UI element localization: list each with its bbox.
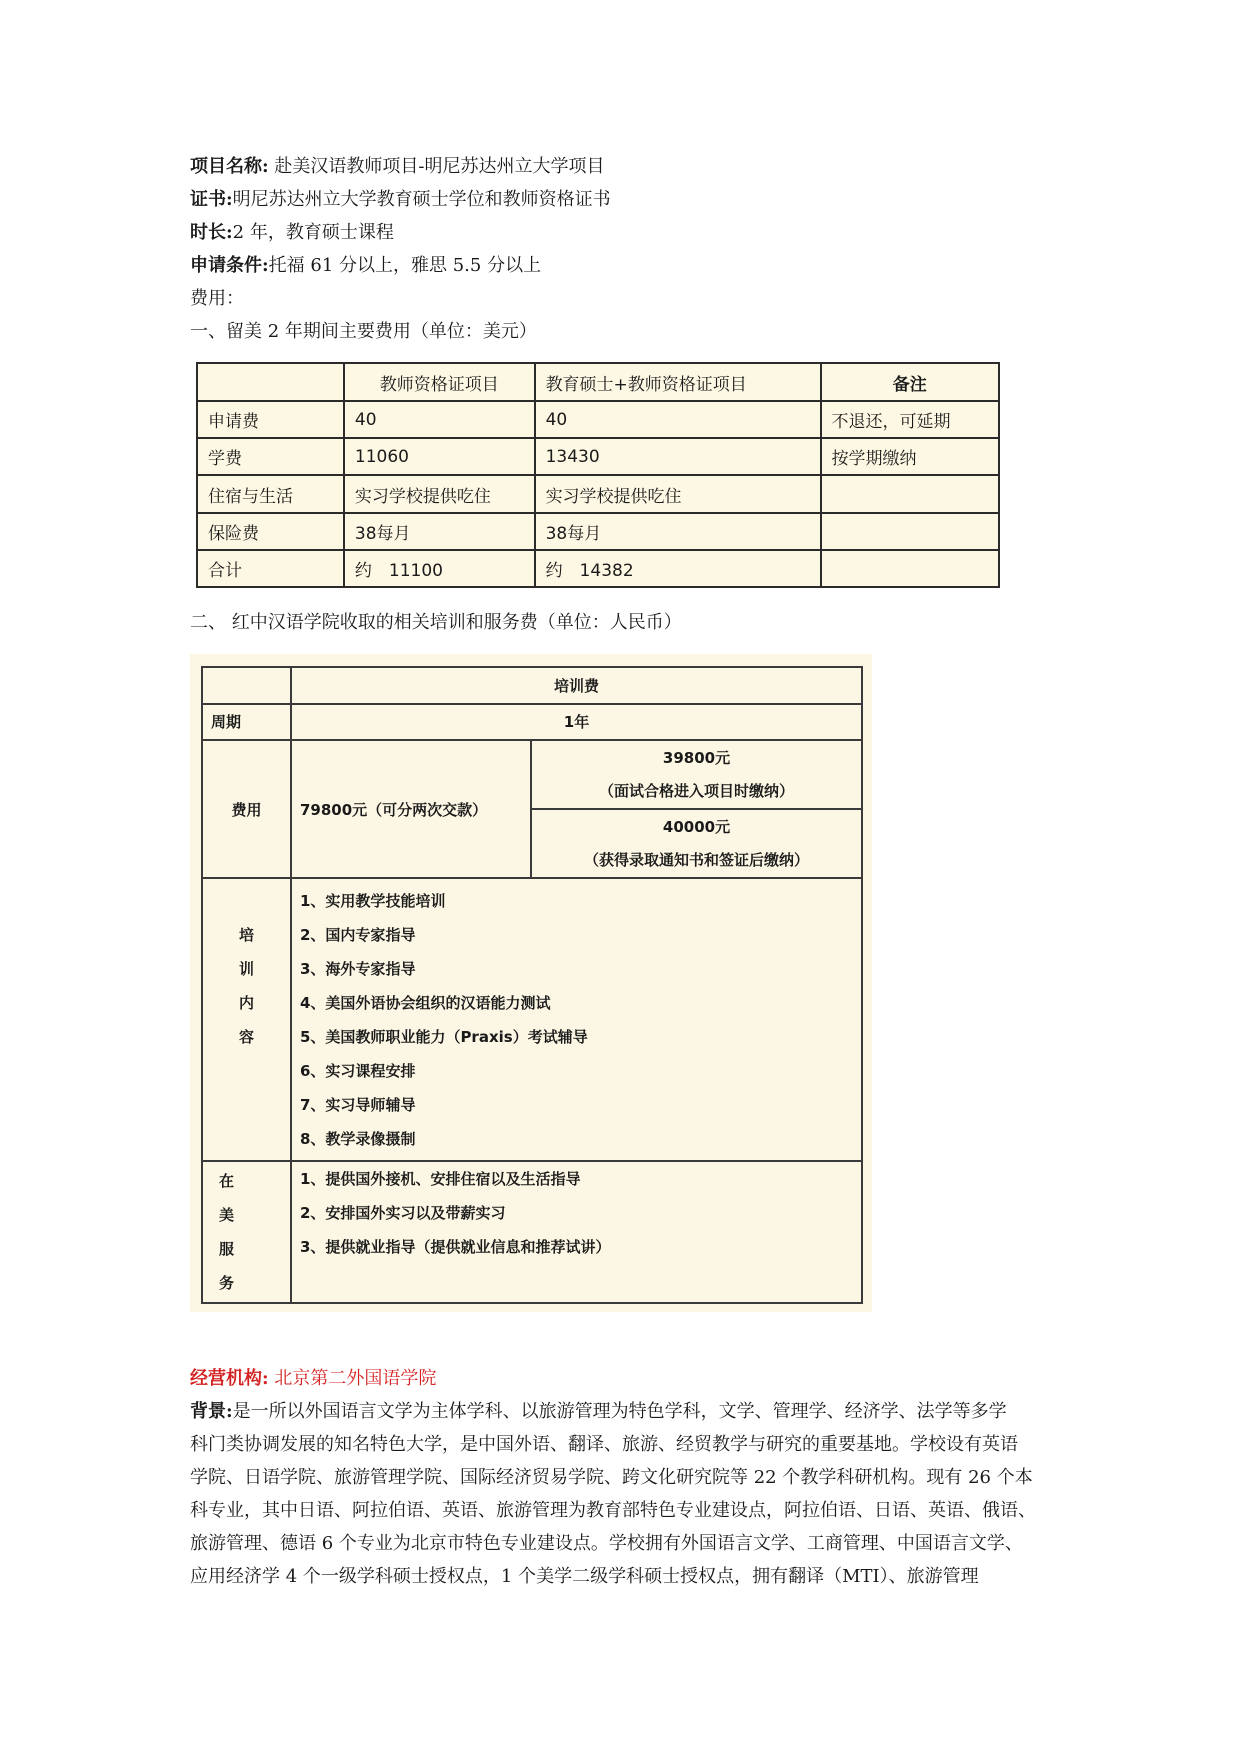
table-cell bbox=[202, 667, 291, 704]
table-header-row bbox=[197, 363, 999, 401]
background-line: 是一所以外国语言文学为主体学科、以旅游管理为特色学科，文学、管理学、经济学、法学等多学 bbox=[232, 1401, 1007, 1422]
fee-part1 bbox=[531, 740, 862, 809]
table-row bbox=[197, 513, 999, 550]
list-item: 7、实习导师辅导 bbox=[300, 1095, 416, 1114]
list-item: 4、美国外语协会组织的汉语能力测试 bbox=[300, 993, 551, 1012]
table-cell: 学费 bbox=[197, 438, 344, 475]
table-cell bbox=[821, 550, 1000, 587]
header-cell: 教育硕士+教师资格证项目 bbox=[535, 363, 821, 401]
table-cell: 11060 bbox=[344, 438, 535, 475]
service-row bbox=[202, 1161, 862, 1303]
table-cell: 按学期缴纳 bbox=[821, 438, 1000, 475]
list-item: 3、海外专家指导 bbox=[300, 959, 416, 978]
requirement-line bbox=[190, 249, 1070, 282]
certificate-value: 明尼苏达州立大学教育硕士学位和教师资格证书 bbox=[232, 189, 611, 210]
background-label: 背景: bbox=[190, 1401, 233, 1422]
list-item: 6、实习课程安排 bbox=[300, 1061, 416, 1080]
background-line: 科门类协调发展的知名特色大学，是中国外语、翻译、旅游、经贸教学与研究的重要基地。学校设有英语 bbox=[190, 1434, 1018, 1455]
table-cell: 38每月 bbox=[344, 513, 535, 550]
project-info bbox=[190, 150, 1070, 348]
usd-fee-table bbox=[196, 362, 1000, 588]
training-row bbox=[202, 878, 862, 1160]
fee-label: 费用 bbox=[202, 740, 291, 878]
service-label-char: 在 bbox=[219, 1171, 235, 1190]
fee-row bbox=[202, 740, 862, 809]
period-row bbox=[202, 704, 862, 741]
training-label-char: 容 bbox=[238, 1027, 254, 1046]
list-item: 5、美国教师职业能力（Praxis）考试辅导 bbox=[300, 1027, 588, 1046]
operator-label: 经营机构: bbox=[190, 1368, 269, 1389]
training-label-char: 训 bbox=[238, 959, 254, 978]
table-cell: 申请费 bbox=[197, 401, 344, 438]
certificate-line bbox=[190, 183, 1070, 216]
requirement-value: 托福 61 分以上，雅思 5.5 分以上 bbox=[268, 255, 542, 276]
service-label bbox=[202, 1161, 291, 1303]
fees-label: 费用： bbox=[190, 288, 244, 309]
training-label-char: 培 bbox=[238, 925, 254, 944]
table-row bbox=[197, 550, 999, 587]
service-items bbox=[291, 1161, 862, 1303]
table-header-row bbox=[202, 667, 862, 704]
table-cell: 保险费 bbox=[197, 513, 344, 550]
period-label: 周期 bbox=[202, 704, 291, 741]
table-cell: 不退还，可延期 bbox=[821, 401, 1000, 438]
table-row bbox=[197, 475, 999, 512]
section2-title: 二、 红中汉语学院收取的相关培训和服务费（单位：人民币） bbox=[190, 612, 682, 633]
training-label-char: 内 bbox=[238, 993, 254, 1012]
table-cell bbox=[821, 475, 1000, 512]
training-label bbox=[202, 878, 291, 1160]
background-line: 科专业，其中日语、阿拉伯语、英语、旅游管理为教育部特色专业建设点，阿拉伯语、日语、英语、俄语、 bbox=[190, 1500, 1036, 1521]
header-cell: 教师资格证项目 bbox=[344, 363, 535, 401]
table-cell: 约 14382 bbox=[535, 550, 821, 587]
table-cell: 合计 bbox=[197, 550, 344, 587]
duration-label: 时长: bbox=[190, 222, 233, 243]
period-value: 1年 bbox=[291, 704, 862, 741]
fee-part2-amount: 40000元 bbox=[662, 817, 731, 836]
fee-total: 79800元（可分两次交款） bbox=[291, 740, 531, 878]
operator-value: 北京第二外国语学院 bbox=[268, 1368, 437, 1389]
certificate-label: 证书: bbox=[190, 189, 233, 210]
list-item: 1、实用教学技能培训 bbox=[300, 891, 446, 910]
fee-part2 bbox=[531, 809, 862, 878]
header-cell: 备注 bbox=[821, 363, 1000, 401]
table-cell bbox=[821, 513, 1000, 550]
fee-part1-amount: 39800元 bbox=[662, 748, 731, 767]
list-item: 1、提供国外接机、安排住宿以及生活指导 bbox=[300, 1169, 581, 1188]
duration-line bbox=[190, 216, 1070, 249]
service-label-char: 务 bbox=[219, 1273, 235, 1292]
rmb-fee-table bbox=[190, 654, 872, 1312]
header-cell bbox=[197, 363, 344, 401]
list-item: 8、教学录像摄制 bbox=[300, 1129, 416, 1148]
table-cell: 40 bbox=[535, 401, 821, 438]
section2 bbox=[190, 606, 1070, 639]
table-row bbox=[197, 438, 999, 475]
service-label-char: 服 bbox=[219, 1239, 235, 1258]
background-line: 应用经济学 4 个一级学科硕士授权点，1 个美学二级学科硕士授权点，拥有翻译（MTI）、旅游管理 bbox=[190, 1566, 979, 1587]
background-line: 旅游管理、德语 6 个专业为北京市特色专业建设点。学校拥有外国语言文学、工商管理、中国语言文学、 bbox=[190, 1533, 1023, 1554]
table-cell: 住宿与生活 bbox=[197, 475, 344, 512]
project-name-line bbox=[190, 150, 1070, 183]
table-row bbox=[197, 401, 999, 438]
requirement-label: 申请条件: bbox=[190, 255, 269, 276]
background-line: 学院、日语学院、旅游管理学院、国际经济贸易学院、跨文化研究院等 22 个教学科研机构。现有 26 个本 bbox=[190, 1467, 1033, 1488]
duration-value: 2 年，教育硕士课程 bbox=[232, 222, 394, 243]
fee-part1-note: （面试合格进入项目时缴纳） bbox=[598, 781, 794, 800]
table-cell: 实习学校提供吃住 bbox=[535, 475, 821, 512]
project-name-label: 项目名称: bbox=[190, 156, 269, 177]
operator-section bbox=[190, 1362, 1070, 1593]
operator-line bbox=[190, 1362, 1070, 1395]
list-item: 2、安排国外实习以及带薪实习 bbox=[300, 1203, 506, 1222]
section1-title: 一、留美 2 年期间主要费用（单位：美元） bbox=[190, 321, 537, 342]
training-fee-header: 培训费 bbox=[291, 667, 862, 704]
list-item: 2、国内专家指导 bbox=[300, 925, 416, 944]
table-cell: 38每月 bbox=[535, 513, 821, 550]
background-paragraph bbox=[190, 1395, 1070, 1593]
service-label-char: 美 bbox=[219, 1205, 235, 1224]
table-cell: 40 bbox=[344, 401, 535, 438]
project-name-value: 赴美汉语教师项目-明尼苏达州立大学项目 bbox=[268, 156, 605, 177]
table-cell: 13430 bbox=[535, 438, 821, 475]
training-items bbox=[291, 878, 862, 1160]
table-cell: 实习学校提供吃住 bbox=[344, 475, 535, 512]
fee-part2-note: （获得录取通知书和签证后缴纳） bbox=[583, 850, 809, 869]
table-cell: 约 11100 bbox=[344, 550, 535, 587]
list-item: 3、提供就业指导（提供就业信息和推荐试讲） bbox=[300, 1237, 611, 1256]
